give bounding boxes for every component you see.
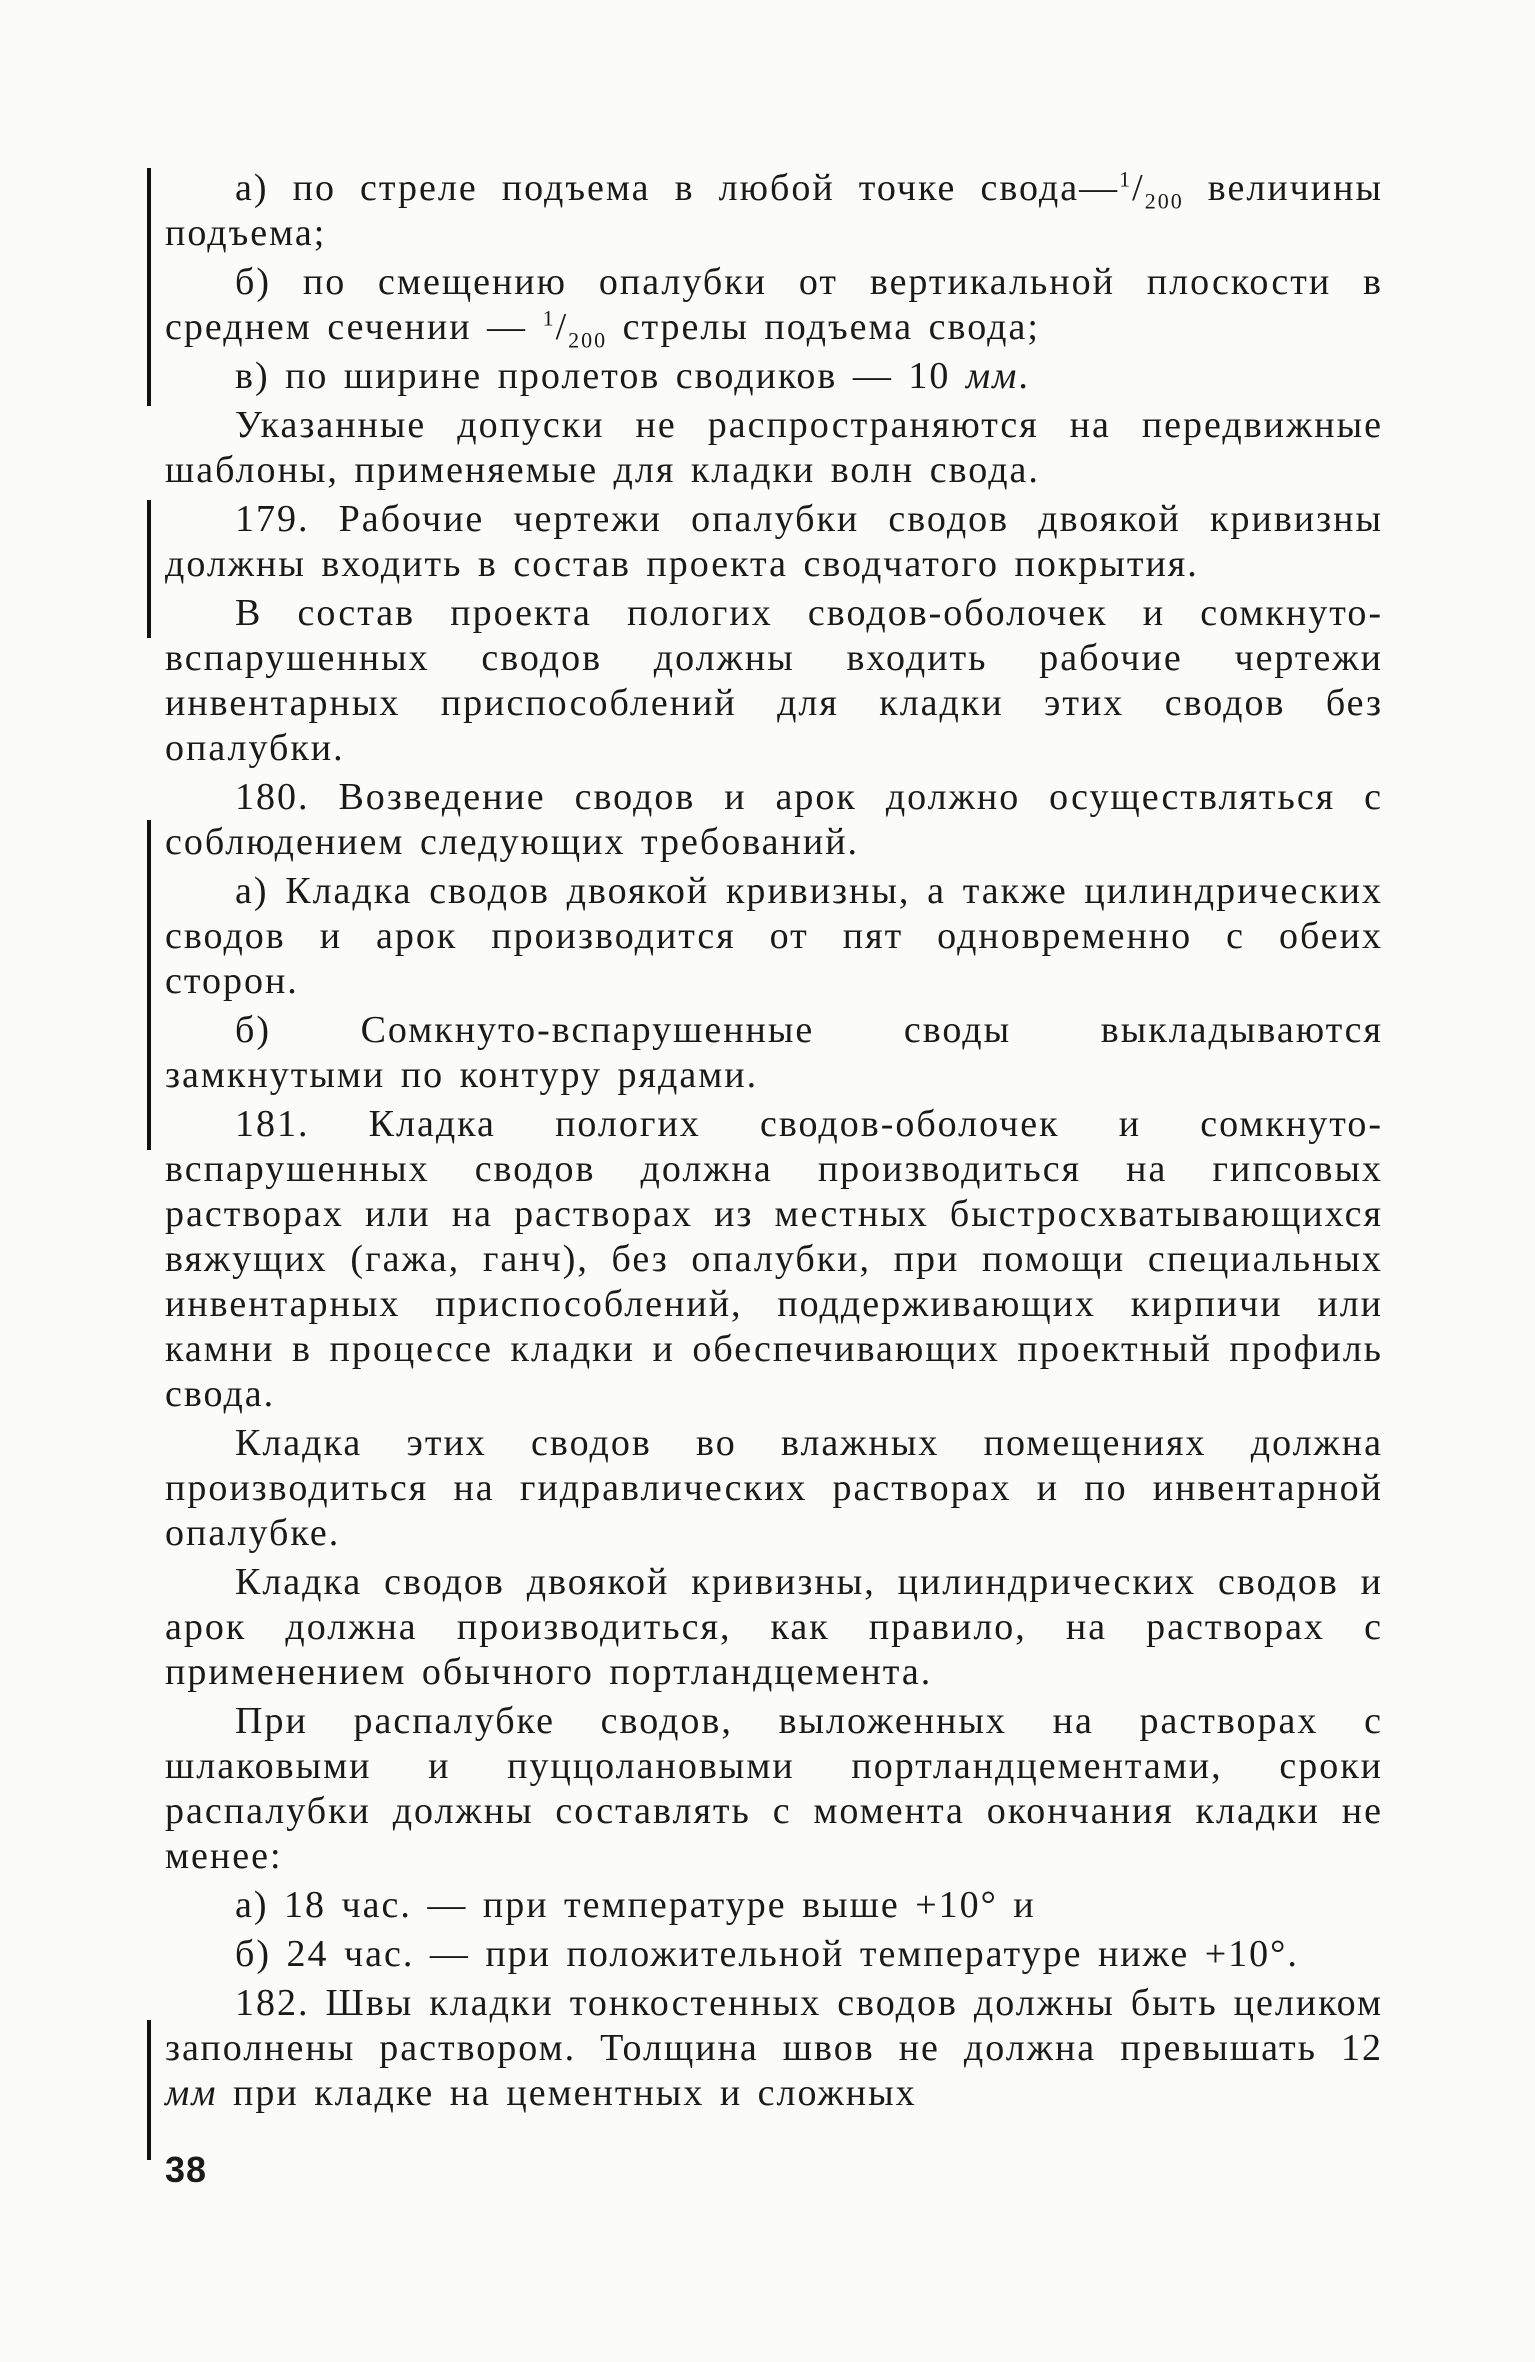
unit-mm: мм	[965, 355, 1019, 397]
text-run: а) по стреле подъема в любой точке свода—	[235, 167, 1120, 209]
paragraph-179: 179. Рабочие чертежи опалубки сводов двоякой кривизны должны входить в состав проекта сводчатого покрытия.	[165, 498, 1383, 585]
paragraph-humid-rooms: Кладка этих сводов во влажных помещениях должна производиться на гидравлических растворах и по инвентарной опалубке.	[165, 1422, 1383, 1554]
text-run: при кладке на цементных и сложных	[217, 2072, 917, 2114]
margin-change-bar	[147, 168, 151, 406]
unit-mm: мм	[165, 2072, 218, 2114]
paragraph-stripping: При распалубке сводов, выложенных на растворах с шлаковыми и пуццолановыми портландцементами, сроки распалубки должны составлять с момента окончания кладки не менее:	[165, 1700, 1383, 1877]
text-run: .	[1018, 355, 1030, 397]
margin-change-bar	[147, 820, 151, 1150]
fraction-denominator: 200	[1144, 188, 1184, 214]
margin-change-bar	[147, 500, 151, 638]
margin-change-bar	[147, 2020, 151, 2160]
paragraph-tolerance-c	[165, 354, 1383, 399]
paragraph-tolerance-a: а) по стреле подъема в любой точке $свода—^1/_{200}$ величины подъема;	[165, 166, 1383, 254]
paragraph-project-composition: В состав проекта пологих сводов-оболочек и сомкнуто-вспарушенных сводов должны входить рабочие чертежи инвентарных приспособлений для кладки этих сводов без опалубки.	[165, 592, 1383, 769]
paragraph-180: 180. Возведение сводов и арок должно осуществляться с соблюдением следующих требований.	[165, 776, 1383, 863]
paragraph-180-a: а) Кладка сводов двоякой кривизны, а также цилиндрических сводов и арок производится от пят одновременно с обеих сторон.	[165, 870, 1383, 1002]
paragraph-182	[165, 1981, 1383, 2116]
paragraph-tolerance-note: Указанные допуски не распространяются на передвижные шаблоны, применяемые для кладки волн свода.	[165, 404, 1383, 491]
text-run: 182. Швы кладки тонкостенных сводов должны быть целиком заполнены раствором. Толщина швов не должна превышать 12	[165, 1982, 1383, 2069]
paragraph-180-b: б) Сомкнуто-вспарушенные своды выкладываются замкнутыми по контуру рядами.	[165, 1009, 1383, 1096]
text-run: стрелы подъема свода;	[607, 306, 1040, 348]
fraction-denominator: 200	[568, 327, 608, 353]
fraction-numerator: 1	[542, 305, 556, 331]
paragraph-tolerance-b: б) по смещению опалубки от вертикальной плоскости в среднем сечении — $^1/_{200}$ стрелы подъема свода;	[165, 261, 1383, 353]
fraction-numerator: 1	[1119, 166, 1133, 192]
text-run: величины подъема;	[165, 167, 1383, 254]
paragraph-181: 181. Кладка пологих сводов-оболочек и сомкнуто-вспарушенных сводов должна производиться на гипсовых растворах или на растворах из местных быстросхватывающихся вяжущих (гажа, ганч), без опалубки, при помощи специальных инвентарных приспособлений, поддерживающих кирпичи или камни в процессе кладки и обеспечивающих проектный профиль свода.	[165, 1103, 1383, 1415]
text-run: б) по смещению опалубки от вертикальной плоскости в среднем сечении —	[165, 261, 1383, 348]
body-text	[165, 166, 1383, 2120]
page-number: 38	[165, 2149, 208, 2190]
paragraph-double-curvature: Кладка сводов двоякой кривизны, цилиндрических сводов и арок должна производиться, как правило, на растворах с применением обычного портландцемента.	[165, 1561, 1383, 1693]
paragraph-stripping-b: б) 24 час. — при положительной температуре ниже +10°.	[235, 1933, 1299, 1975]
paragraph-stripping-a: а) 18 час. — при температуре выше +10° и	[235, 1884, 1036, 1926]
text-run: в) по ширине пролетов сводиков — 10	[235, 355, 966, 397]
